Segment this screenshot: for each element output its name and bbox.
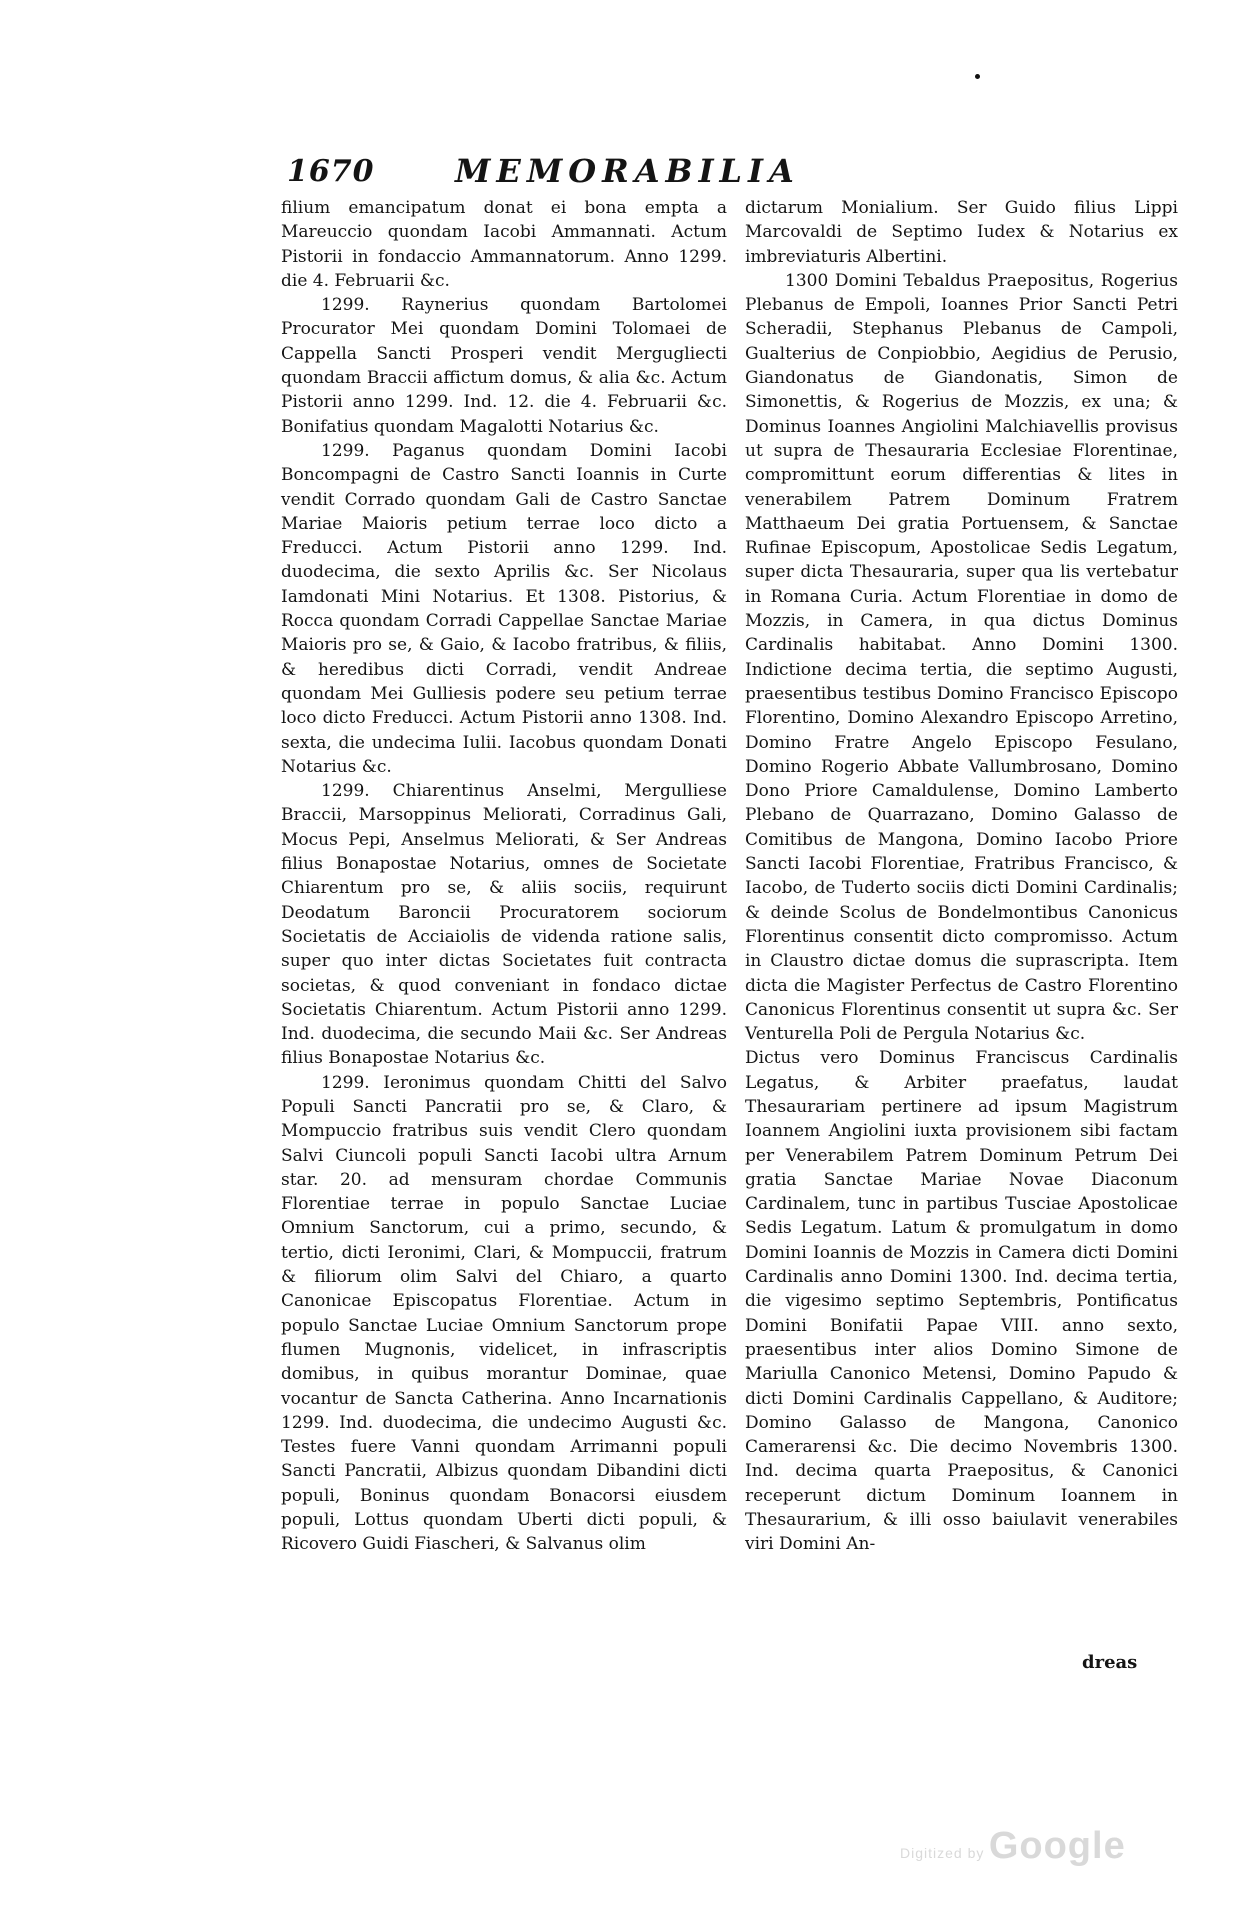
right-paragraph-1: dictarum Monialium. Ser Guido filius Lippi Marcovaldi de Septimo Iudex & Notarius ex imbreviaturis Albertini. bbox=[745, 198, 1178, 267]
digitization-watermark bbox=[900, 1825, 1126, 1868]
left-paragraph-5: 1299. Ieronimus quondam Chitti del Salvo Populi Sancti Pancratii pro se, & Claro, & Mompuccio fratribus suis vendit Clero quondam Salvi Ciuncoli populi Sancti Iacobi ultra Arnum star. 20. ad mensuram chordae Communis Florentiae terrae in populo Sanctae Luciae Omnium Sanctorum, cui a primo, secundo, & tertio, dicti Ieronimi, Clari, & Mompuccii, fratrum & filiorum olim Salvi del Chiaro, a quarto Canonicae Episcopatus Florentiae. Actum in populo Sanctae Luciae Omnium Sanctorum prope flumen Mugnonis, videlicet, in infrascriptis domibus, in quibus morantur Dominae, quae vocantur de Sancta Catherina. Anno Incarnationis 1299. Ind. duodecima, die undecimo Augusti &c. Testes fuere Vanni quondam Arrimanni populi Sancti Pancratii, Albizus quondam Dibandini dicti populi, Boninus quondam Bonacorsi eiusdem populi, Lottus quondam Uberti dicti populi, & Ricovero Guidi Fiascheri, & Salvanus olim bbox=[281, 1072, 727, 1555]
left-paragraph-4: 1299. Chiarentinus Anselmi, Mergulliese Braccii, Marsoppinus Meliorati, Corradinus Gali, Mocus Pepi, Anselmus Meliorati, & Ser Andreas filius Bonapostae Notarius, omnes de Societate Chiarentum pro se, & aliis sociis, requirunt Deodatum Baroncii Procuratorem sociorum Societatis de Acciaiolis de videnda ratione salis, super quo inter dictas Societates fuit contracta societas, & quod conveniant in fondaco dictae Societatis Chiarentum. Actum Pistorii anno 1299. Ind. duodecima, die secundo Maii &c. Ser Andreas filius Bonapostae Notarius &c. bbox=[281, 781, 727, 1069]
right-paragraph-2: 1300 Domini Tebaldus Praepositus, Rogerius Plebanus de Empoli, Ioannes Prior Sancti Petri Scheradii, Stephanus Plebanus de Campoli, Gualterius de Conpiobbio, Aegidius de Perusio, Giandonatus de Giandonatis, Simon de Simonettis, & Rogerius de Mozzis, ex una; & Dominus Ioannes Angiolini Malchiavellis provisus ut supra de Thesauraria Ecclesiae Florentinae, compromittunt eorum differentias & lites in venerabilem Patrem Dominum Fratrem Matthaeum Dei gratia Portuensem, & Sanctae Rufinae Episcopum, Apostolicae Sedis Legatum, super dicta Thesauraria, super qua lis vertebatur in Romana Curia. Actum Florentiae in domo de Mozzis, in Camera, in qua dictus Dominus Cardinalis habitabat. Anno Domini 1300. Indictione decima tertia, die septimo Augusti, praesentibus testibus Domino Francisco Episcopo Florentino, Domino Alexandro Episcopo Arretino, Domino Fratre Angelo Episcopo Fesulano, Domino Rogerio Abbate Vallumbrosano, Domino Dono Priore Camaldulense, Domino Lamberto Plebano de Quarrazano, Domino Galasso de Comitibus de Mangona, Domino Iacobo Priore Sancti Iacobi Florentiae, Fratribus Francisco, & Iacobo, de Tuderto sociis dicti Domini Cardinalis; & deinde Scolus de Bondelmontibus Canonicus Florentinus consentit dicto compromisso. Actum in Claustro dictae domus die suprascripta. Item dicta die Magister Perfectus de Castro Florentino Canonicus Florentinus consentit ut supra &c. Ser Venturella Poli de Pergula Notarius &c. bbox=[745, 270, 1178, 1045]
watermark-prefix: Digitized by bbox=[900, 1845, 985, 1861]
running-title: MEMORABILIA bbox=[455, 152, 800, 190]
right-paragraph-3: Dictus vero Dominus Franciscus Cardinalis Legatus, & Arbiter praefatus, laudat Thesaurariam pertinere ad ipsum Magistrum Ioannem Angiolini iuxta provisionem sibi factam per Venerabilem Patrem Dominum Petrum Dei gratia Sanctae Mariae Novae Diaconum Cardinalem, tunc in partibus Tusciae Apostolicae Sedis Legatum. Latum & promulgatum in domo Domini Ioannis de Mozzis in Camera dicti Domini Cardinalis anno Domini 1300. Ind. decima tertia, die vigesimo septimo Septembris, Pontificatus Domini Bonifatii Papae VIII. anno sexto, praesentibus inter alios Domino Simone de Mariulla Canonico Metensi, Domino Papudo & dicti Domini Cardinalis Cappellano, & Auditore; Domino Galasso de Mangona, Canonico Camerarensi &c. Die decimo Novembris 1300. Ind. decima quarta Praepositus, & Canonici receperunt dictum Dominum Ioannem in Thesaurarium, & illi osso baiulavit venerabiles viri Domini An- bbox=[745, 1048, 1178, 1555]
right-column bbox=[745, 196, 1178, 1557]
page-header bbox=[287, 152, 987, 192]
print-speck bbox=[975, 74, 980, 79]
left-paragraph-1: filium emancipatum donat ei bona empta a Mareuccio quondam Iacobi Ammannati. Actum Pistorii in fondaccio Ammannatorum. Anno 1299. die 4. Februarii &c. bbox=[281, 198, 727, 291]
page-number: 1670 bbox=[287, 154, 375, 189]
left-column bbox=[281, 196, 727, 1557]
watermark-logo: Google bbox=[988, 1825, 1126, 1867]
left-paragraph-3: 1299. Paganus quondam Domini Iacobi Boncompagni de Castro Sancti Ioannis in Curte vendit Corrado quondam Gali de Castro Sanctae Mariae Maioris petium terrae loco dicto a Freducci. Actum Pistorii anno 1299. Ind. duodecima, die sexto Aprilis &c. Ser Nicolaus Iamdonati Mini Notarius. Et 1308. Pistorius, & Rocca quondam Corradi Cappellae Sanctae Mariae Maioris pro se, & Gaio, & Iacobo fratribus, & filiis, & heredibus dicti Corradi, vendit Andreae quondam Mei Gulliesis podere seu petium terrae loco dicto Freducci. Actum Pistorii anno 1308. Ind. sexta, die undecima Iulii. Iacobus quondam Donati Notarius &c. bbox=[281, 440, 727, 777]
left-paragraph-2: 1299. Raynerius quondam Bartolomei Procurator Mei quondam Domini Tolomaei de Cappella Sancti Prosperi vendit Mergugliecti quondam Braccii affictum domus, & alia &c. Actum Pistorii anno 1299. Ind. 12. die 4. Februarii &c. Bonifatius quondam Magalotti Notarius &c. bbox=[281, 295, 727, 437]
catchword: dreas bbox=[1082, 1652, 1138, 1673]
